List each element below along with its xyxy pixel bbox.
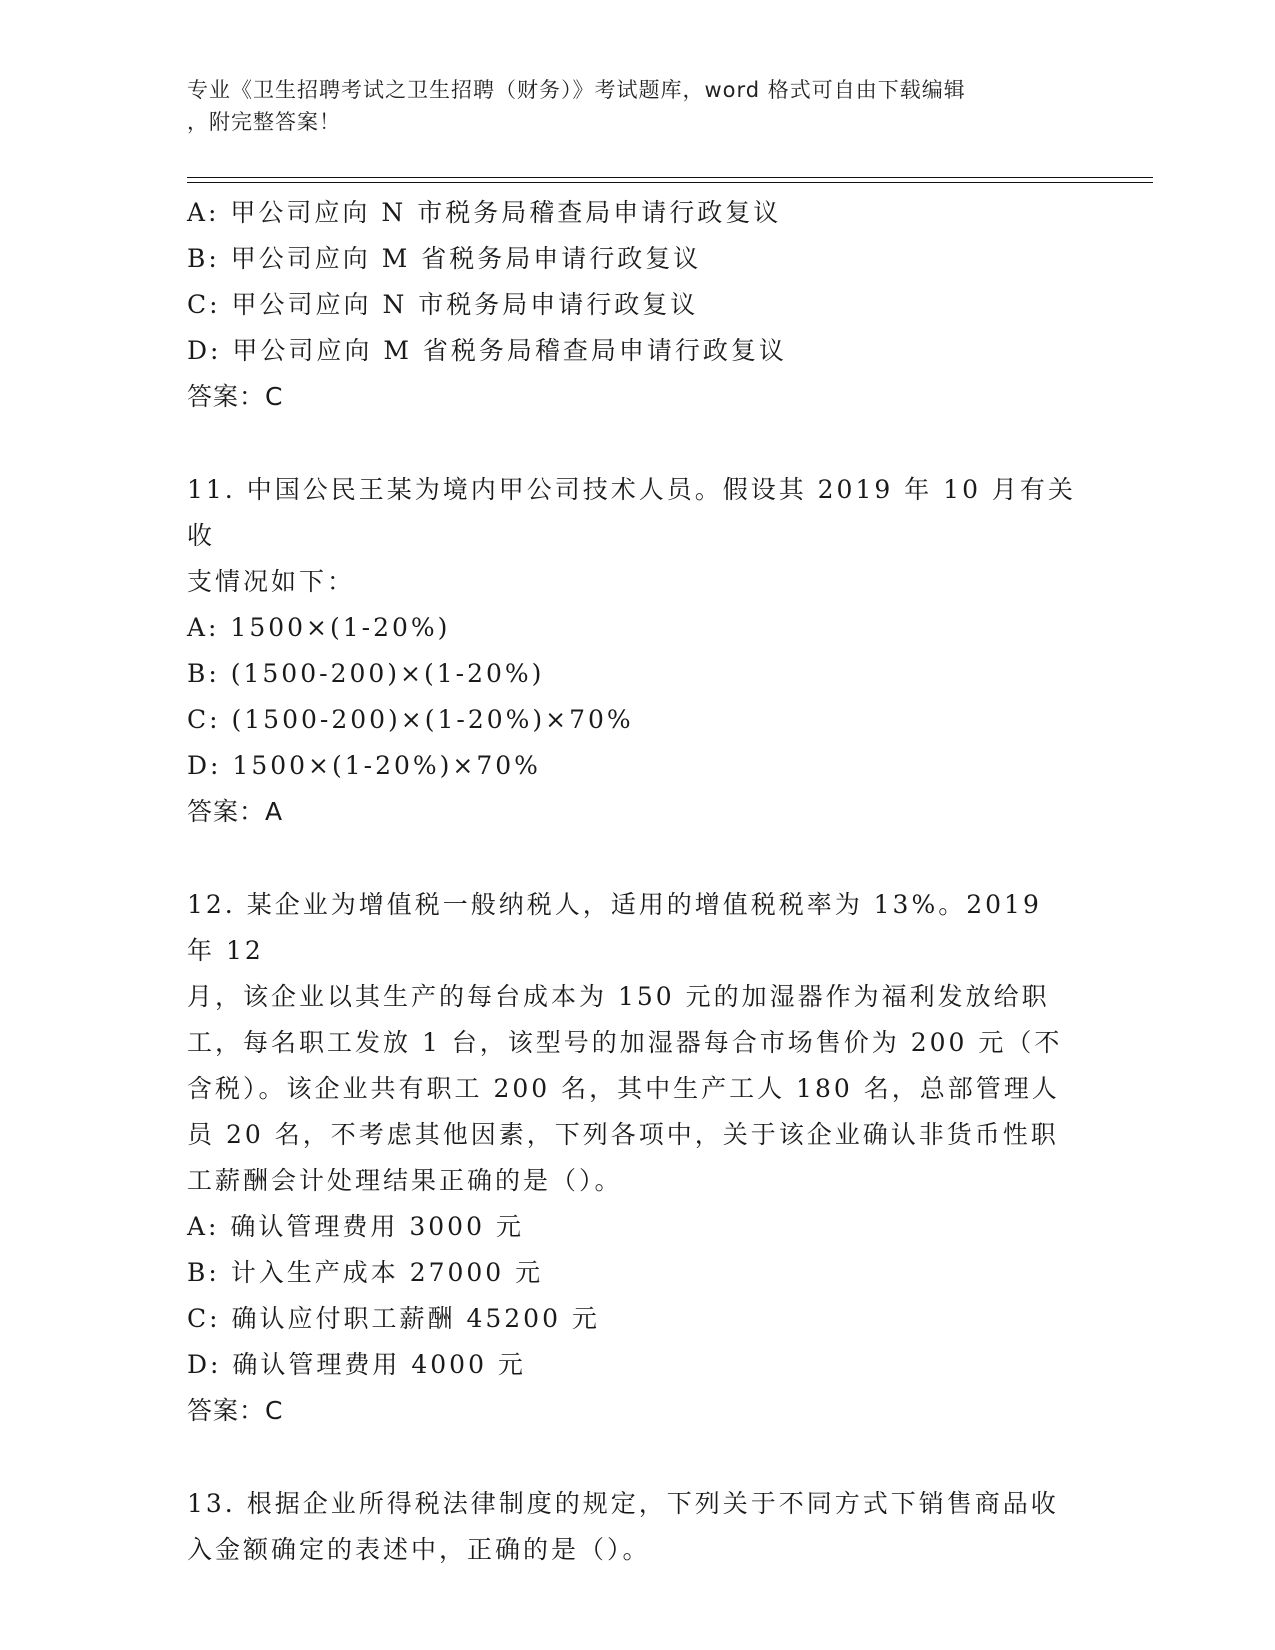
option-c: C: 甲公司应向 N 市税务局申请行政复议 — [187, 290, 699, 319]
spacer — [187, 835, 1077, 882]
option-a: A: 确认管理费用 3000 元 — [187, 1212, 524, 1241]
answer-line: 答案：A — [187, 797, 284, 826]
question-11-block — [187, 467, 1077, 835]
question-stem-line: 含税）。该企业共有职工 200 名，其中生产工人 180 名，总部管理人 — [187, 1074, 1060, 1103]
header-rule-bottom — [187, 182, 1153, 183]
question-content — [187, 190, 1077, 1573]
header-line-1: 专业《卫生招聘考试之卫生招聘（财务）》考试题库，word 格式可自由下载编辑 — [187, 78, 966, 102]
option-b: B: 计入生产成本 27000 元 — [187, 1258, 544, 1287]
question-stem-line: 11. 中国公民王某为境内甲公司技术人员。假设其 2019 年 10 月有关收 — [187, 475, 1076, 550]
option-a: A: 甲公司应向 N 市税务局稽查局申请行政复议 — [187, 198, 782, 227]
question-stem-line: 支情况如下： — [187, 567, 356, 596]
question-stem-line: 工薪酬会计处理结果正确的是（）。 — [187, 1166, 623, 1195]
document-header — [187, 74, 1067, 138]
header-line-2: ，附完整答案！ — [187, 110, 341, 134]
answer-line: 答案：C — [187, 1396, 284, 1425]
option-c: C: 确认应付职工薪酬 45200 元 — [187, 1304, 600, 1333]
question-stem-line: 员 20 名，不考虑其他因素，下列各项中，关于该企业确认非货币性职 — [187, 1120, 1059, 1149]
question-stem-line: 入金额确定的表述中，正确的是（）。 — [187, 1535, 651, 1564]
question-12-block — [187, 882, 1077, 1434]
question-13-block — [187, 1481, 1077, 1573]
option-d: D: 确认管理费用 4000 元 — [187, 1350, 526, 1379]
option-b: B: (1500-200)×(1-20%) — [187, 659, 545, 688]
option-d: D: 甲公司应向 M 省税务局稽查局申请行政复议 — [187, 336, 787, 365]
option-c: C: (1500-200)×(1-20%)×70% — [187, 705, 634, 734]
option-b: B: 甲公司应向 M 省税务局申请行政复议 — [187, 244, 702, 273]
question-stem-line: 工，每名职工发放 1 台，该型号的加湿器每合市场售价为 200 元（不 — [187, 1028, 1063, 1057]
option-a: A: 1500×(1-20%) — [187, 613, 451, 642]
spacer — [187, 420, 1077, 467]
question-stem-line: 月，该企业以其生产的每台成本为 150 元的加湿器作为福利发放给职 — [187, 982, 1050, 1011]
header-rule-top — [187, 177, 1153, 178]
question-stem-line: 12. 某企业为增值税一般纳税人，适用的增值税税率为 13%。2019 年 12 — [187, 890, 1042, 965]
answer-line: 答案：C — [187, 382, 284, 411]
question-10-block — [187, 190, 1077, 420]
question-stem-line: 13. 根据企业所得税法律制度的规定，下列关于不同方式下销售商品收 — [187, 1489, 1059, 1518]
option-d: D: 1500×(1-20%)×70% — [187, 751, 541, 780]
spacer — [187, 1434, 1077, 1481]
